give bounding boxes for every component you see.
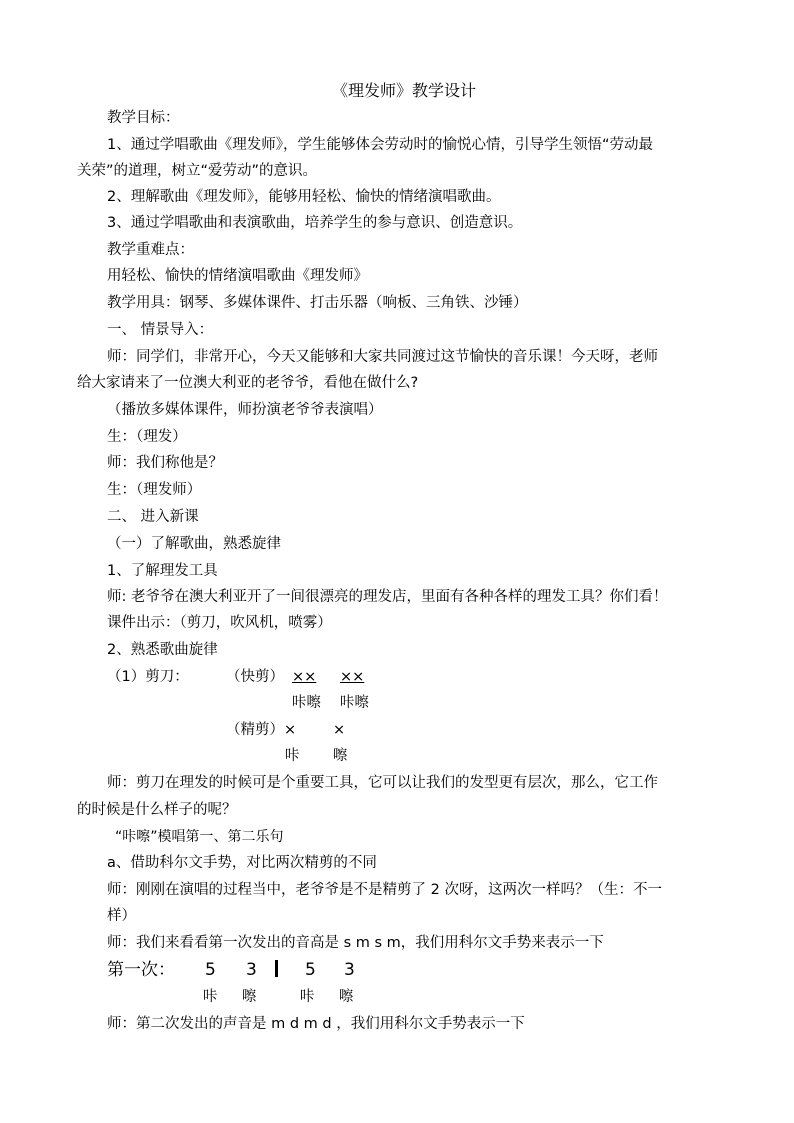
text-line: 教学目标： [107,110,180,126]
text-line: 关荣”的道理，树立“爱劳动”的意识。 [77,163,318,179]
text-line: 3、通过学唱歌曲和表演歌曲，培养学生的参与意识、创造意识。 [107,215,523,231]
bar-line [275,960,278,977]
text-line: 师：我们称他是？ [107,455,223,471]
text-line: 生：（理发） [107,429,187,445]
solfege-number: 5 [205,960,216,980]
text-line: 2、理解歌曲《理发师》，能够用轻松、愉快的情绪演唱歌曲。 [107,189,501,205]
text-line: 的时候是什么样子的呢？ [77,802,237,818]
document-title: 《理发师》教学设计 [332,81,477,100]
text-line: 教学重难点： [107,242,194,258]
solfege-number: 3 [344,960,355,980]
text-line: 课件出示：（剪刀，吹风机，喷雾） [107,615,332,631]
text-line: 给大家请来了一位澳大利亚的老爷爷，看他在做什么? [77,375,419,391]
lyric-syllable: 嚓 [333,748,348,764]
fine-cut-label: （精剪）× [226,722,297,738]
lyric-syllable: 咔 [285,748,300,764]
section-heading: 一、 情景导入： [107,322,214,338]
text-line: a、借助科尔文手势，对比两次精剪的不同 [107,855,377,871]
solfege-number: 3 [246,960,257,980]
text-line: 生：（理发师） [107,482,202,498]
text-line: 用轻松、愉快的情绪演唱歌曲《理发师》 [107,268,368,284]
text-line: 师：刚刚在演唱的过程当中，老爷爷是不是精剪了 2 次呀，这两次一样吗？（生：不一 [107,882,662,898]
text-line: 样） [107,908,136,924]
rhythm-note: × [333,722,346,738]
text-line: 师: 老爷爷在澳大利亚开了一间很漂亮的理发店，里面有各种各样的理发工具？你们看！ [107,589,668,605]
text-line: 教学用具：钢琴、多媒体课件、打击乐器（响板、三角铁、沙锤） [107,295,528,311]
section-heading: 二、 进入新课 [107,509,199,525]
text-line: “咔嚓”模唱第一、第二乐句 [115,829,284,845]
rhythm-note: ×× [340,669,365,685]
text-line: 师：我们来看看第一次发出的音高是 s m s m，我们用科尔文手势来表示一下 [107,935,604,951]
text-line: 1、通过学唱歌曲《理发师》，学生能够体会劳动时的愉悦心情，引导学生领悟“劳动最 [107,137,653,153]
text-line: 1、了解理发工具 [107,563,218,579]
rhythm-note: ×× [292,669,317,685]
lyric-syllable: 咔 [203,989,218,1005]
lyric-syllable: 嚓 [339,989,354,1005]
text-line: 师：同学们，非常开心，今天又能够和大家共同渡过这节愉快的音乐课！今天呀，老师 [107,349,658,365]
text-line: 师：第二次发出的声音是 m d m d ，我们用科尔文手势表示一下 [107,1016,525,1032]
solfege-number: 5 [305,960,316,980]
lyric-syllable: 嚓 [242,989,257,1005]
lyric-syllable: 咔嚓 [292,695,321,711]
scissors-label: （1）剪刀： [107,669,189,685]
fast-cut-label: （快剪） [226,669,284,685]
text-line: （一）了解歌曲，熟悉旋律 [107,536,281,552]
text-line: （播放多媒体课件，师扮演老爷爷表演唱） [107,402,383,418]
text-line: 师：剪刀在理发的时候可是个重要工具，它可以让我们的发型更有层次，那么，它工作 [107,775,658,791]
lyric-syllable: 咔 [300,989,315,1005]
text-line: 2、熟悉歌曲旋律 [107,642,218,658]
lyric-syllable: 咔嚓 [340,695,369,711]
first-time-label: 第一次： [107,960,175,980]
